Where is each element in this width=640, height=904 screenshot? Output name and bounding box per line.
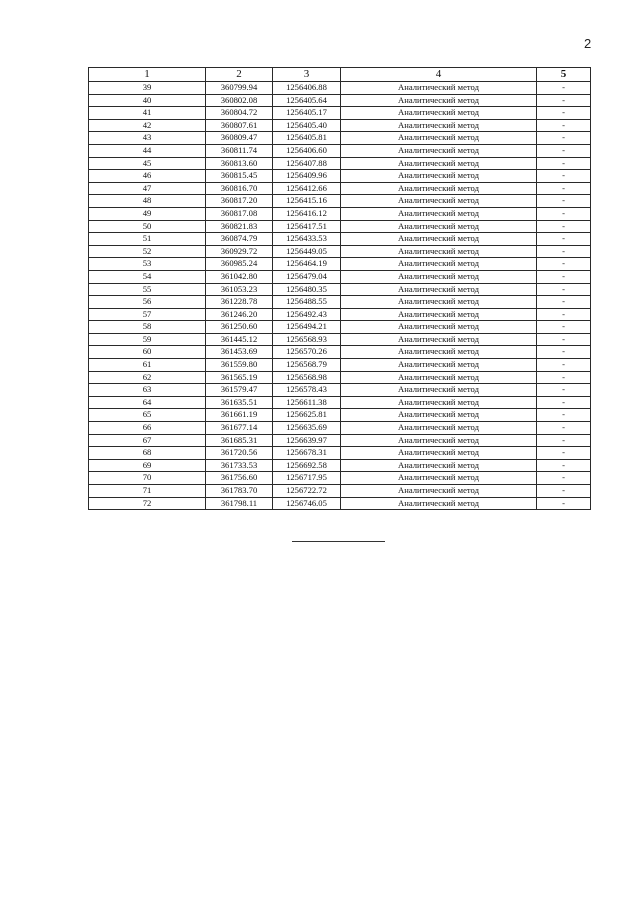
table-cell: 1256492.43: [273, 308, 341, 321]
table-cell: 69: [89, 459, 206, 472]
page-number: 2: [584, 36, 592, 51]
table-cell: Аналитический метод: [341, 459, 537, 472]
table-row: [89, 170, 591, 183]
table-cell: -: [537, 409, 591, 422]
table-cell: 1256480.35: [273, 283, 341, 296]
table-cell: -: [537, 447, 591, 460]
table-cell: 361246.20: [206, 308, 273, 321]
coordinates-table: [88, 67, 591, 510]
table-cell: 1256578.43: [273, 384, 341, 397]
table-cell: 40: [89, 94, 206, 107]
table-cell: -: [537, 422, 591, 435]
table-cell: 71: [89, 485, 206, 498]
table-cell: Аналитический метод: [341, 296, 537, 309]
table-cell: 64: [89, 396, 206, 409]
table-cell: Аналитический метод: [341, 207, 537, 220]
table-cell: -: [537, 157, 591, 170]
table-cell: 361685.31: [206, 434, 273, 447]
table-cell: Аналитический метод: [341, 384, 537, 397]
table-cell: Аналитический метод: [341, 233, 537, 246]
table-row: [89, 157, 591, 170]
table-row: [89, 195, 591, 208]
table-cell: Аналитический метод: [341, 409, 537, 422]
table-row: [89, 346, 591, 359]
table-cell: 361559.80: [206, 359, 273, 372]
table-cell: -: [537, 384, 591, 397]
table-cell: Аналитический метод: [341, 371, 537, 384]
table-cell: 361453.69: [206, 346, 273, 359]
table-row: [89, 182, 591, 195]
table-cell: 1256717.95: [273, 472, 341, 485]
table-cell: -: [537, 333, 591, 346]
table-cell: 58: [89, 321, 206, 334]
table-cell: -: [537, 434, 591, 447]
table-cell: 1256635.69: [273, 422, 341, 435]
table-cell: 54: [89, 270, 206, 283]
table-cell: 361720.56: [206, 447, 273, 460]
table-cell: -: [537, 107, 591, 120]
table-cell: -: [537, 233, 591, 246]
table-cell: 361250.60: [206, 321, 273, 334]
table-cell: -: [537, 359, 591, 372]
table-cell: -: [537, 308, 591, 321]
table-cell: Аналитический метод: [341, 283, 537, 296]
table-cell: 361565.19: [206, 371, 273, 384]
table-cell: Аналитический метод: [341, 308, 537, 321]
table-cell: -: [537, 346, 591, 359]
table-cell: Аналитический метод: [341, 447, 537, 460]
table-cell: Аналитический метод: [341, 346, 537, 359]
table-cell: 1256678.31: [273, 447, 341, 460]
table-row: [89, 233, 591, 246]
table-cell: 1256570.26: [273, 346, 341, 359]
table-cell: 360817.20: [206, 195, 273, 208]
table-cell: 1256416.12: [273, 207, 341, 220]
table-cell: -: [537, 207, 591, 220]
table-cell: 1256488.55: [273, 296, 341, 309]
table-row: [89, 384, 591, 397]
table-cell: 360799.94: [206, 82, 273, 95]
table-cell: 46: [89, 170, 206, 183]
table-cell: 360817.08: [206, 207, 273, 220]
table-row: [89, 270, 591, 283]
table-cell: Аналитический метод: [341, 82, 537, 95]
table-cell: 1256639.97: [273, 434, 341, 447]
table-row: [89, 144, 591, 157]
table-cell: 67: [89, 434, 206, 447]
table-cell: 361042.80: [206, 270, 273, 283]
table-cell: -: [537, 258, 591, 271]
table-cell: 1256405.40: [273, 119, 341, 132]
table-cell: 41: [89, 107, 206, 120]
table-cell: 62: [89, 371, 206, 384]
table-row: [89, 434, 591, 447]
table-cell: 360811.74: [206, 144, 273, 157]
table-cell: 45: [89, 157, 206, 170]
table-cell: 44: [89, 144, 206, 157]
table-cell: Аналитический метод: [341, 157, 537, 170]
table-cell: 1256407.88: [273, 157, 341, 170]
table-cell: 65: [89, 409, 206, 422]
table-cell: 1256568.93: [273, 333, 341, 346]
table-cell: 57: [89, 308, 206, 321]
table-cell: 48: [89, 195, 206, 208]
table-cell: Аналитический метод: [341, 220, 537, 233]
table-cell: 49: [89, 207, 206, 220]
table-cell: 39: [89, 82, 206, 95]
table-cell: 52: [89, 245, 206, 258]
table-cell: 361733.53: [206, 459, 273, 472]
table-cell: 361445.12: [206, 333, 273, 346]
table-cell: -: [537, 82, 591, 95]
table-cell: 1256464.19: [273, 258, 341, 271]
table-cell: 360813.60: [206, 157, 273, 170]
table-cell: -: [537, 497, 591, 510]
table-cell: 1256568.98: [273, 371, 341, 384]
table-row: [89, 447, 591, 460]
table-cell: 1256611.38: [273, 396, 341, 409]
table-cell: 1256568.79: [273, 359, 341, 372]
table-cell: -: [537, 182, 591, 195]
table-row: [89, 220, 591, 233]
table-cell: -: [537, 94, 591, 107]
table-cell: -: [537, 195, 591, 208]
table-row: [89, 132, 591, 145]
table-row: [89, 321, 591, 334]
table-cell: -: [537, 220, 591, 233]
table-row: [89, 497, 591, 510]
table-cell: 1256406.88: [273, 82, 341, 95]
table-cell: -: [537, 144, 591, 157]
table-cell: Аналитический метод: [341, 119, 537, 132]
table-cell: 1256417.51: [273, 220, 341, 233]
table-cell: 361579.47: [206, 384, 273, 397]
table-row: [89, 119, 591, 132]
table-cell: Аналитический метод: [341, 497, 537, 510]
table-cell: 361635.51: [206, 396, 273, 409]
table-cell: 1256494.21: [273, 321, 341, 334]
table-row: [89, 308, 591, 321]
table-cell: 68: [89, 447, 206, 460]
table-row: [89, 396, 591, 409]
table-cell: Аналитический метод: [341, 472, 537, 485]
table-cell: -: [537, 459, 591, 472]
table-cell: 361783.70: [206, 485, 273, 498]
table-cell: Аналитический метод: [341, 270, 537, 283]
header-cell: 3: [273, 68, 341, 82]
table-cell: -: [537, 283, 591, 296]
table-cell: 63: [89, 384, 206, 397]
table-cell: 360809.47: [206, 132, 273, 145]
table-row: [89, 371, 591, 384]
table-cell: 1256412.66: [273, 182, 341, 195]
table-row: [89, 82, 591, 95]
table-cell: 360807.61: [206, 119, 273, 132]
table-cell: Аналитический метод: [341, 422, 537, 435]
table-cell: 42: [89, 119, 206, 132]
table-row: [89, 359, 591, 372]
table-cell: 361228.78: [206, 296, 273, 309]
table-cell: -: [537, 472, 591, 485]
table-cell: 66: [89, 422, 206, 435]
table-cell: 61: [89, 359, 206, 372]
table-cell: 360821.83: [206, 220, 273, 233]
table-cell: 51: [89, 233, 206, 246]
table-cell: 1256692.58: [273, 459, 341, 472]
table-cell: 1256722.72: [273, 485, 341, 498]
table-cell: 361661.19: [206, 409, 273, 422]
table-cell: 55: [89, 283, 206, 296]
table-cell: 59: [89, 333, 206, 346]
table-cell: Аналитический метод: [341, 170, 537, 183]
table-row: [89, 245, 591, 258]
table-cell: Аналитический метод: [341, 434, 537, 447]
table-cell: 361798.11: [206, 497, 273, 510]
table-cell: -: [537, 371, 591, 384]
table-cell: 1256746.05: [273, 497, 341, 510]
table-cell: -: [537, 170, 591, 183]
table-header-row: [89, 68, 591, 82]
table-row: [89, 107, 591, 120]
header-cell: 5: [537, 68, 591, 82]
table-cell: Аналитический метод: [341, 182, 537, 195]
table-row: [89, 94, 591, 107]
table-cell: -: [537, 396, 591, 409]
header-cell: 2: [206, 68, 273, 82]
table-cell: 47: [89, 182, 206, 195]
table-cell: 360804.72: [206, 107, 273, 120]
table-row: [89, 409, 591, 422]
table-cell: 70: [89, 472, 206, 485]
table-row: [89, 459, 591, 472]
table-cell: Аналитический метод: [341, 94, 537, 107]
table-cell: Аналитический метод: [341, 359, 537, 372]
table-cell: 60: [89, 346, 206, 359]
table-cell: 56: [89, 296, 206, 309]
table-cell: 361677.14: [206, 422, 273, 435]
table-cell: 360815.45: [206, 170, 273, 183]
table-cell: 360874.79: [206, 233, 273, 246]
header-cell: 4: [341, 68, 537, 82]
table-cell: Аналитический метод: [341, 132, 537, 145]
table-row: [89, 283, 591, 296]
table-cell: 360929.72: [206, 245, 273, 258]
table-cell: 1256406.60: [273, 144, 341, 157]
table-cell: 1256449.05: [273, 245, 341, 258]
table-cell: Аналитический метод: [341, 258, 537, 271]
table-cell: Аналитический метод: [341, 107, 537, 120]
table-cell: 1256405.17: [273, 107, 341, 120]
table-row: [89, 472, 591, 485]
table-cell: 361053.23: [206, 283, 273, 296]
table-cell: 1256409.96: [273, 170, 341, 183]
table-cell: -: [537, 270, 591, 283]
table-cell: 360985.24: [206, 258, 273, 271]
table-cell: 1256625.81: [273, 409, 341, 422]
table-cell: Аналитический метод: [341, 245, 537, 258]
table-row: [89, 258, 591, 271]
table-cell: -: [537, 296, 591, 309]
table-cell: 1256405.81: [273, 132, 341, 145]
end-divider: [292, 541, 385, 542]
table-cell: 361756.60: [206, 472, 273, 485]
table-row: [89, 207, 591, 220]
table-cell: 72: [89, 497, 206, 510]
table-cell: 360802.08: [206, 94, 273, 107]
table-cell: 1256405.64: [273, 94, 341, 107]
table-cell: 53: [89, 258, 206, 271]
table-cell: Аналитический метод: [341, 333, 537, 346]
table-cell: 360816.70: [206, 182, 273, 195]
table-row: [89, 422, 591, 435]
header-cell: 1: [89, 68, 206, 82]
table-row: [89, 485, 591, 498]
table-cell: Аналитический метод: [341, 321, 537, 334]
table-row: [89, 333, 591, 346]
table-body: [89, 82, 591, 510]
table-row: [89, 296, 591, 309]
table-cell: 1256479.04: [273, 270, 341, 283]
table-cell: 43: [89, 132, 206, 145]
table-cell: 1256415.16: [273, 195, 341, 208]
table-cell: 1256433.53: [273, 233, 341, 246]
table-cell: -: [537, 132, 591, 145]
table-cell: Аналитический метод: [341, 396, 537, 409]
table-cell: -: [537, 485, 591, 498]
table-cell: Аналитический метод: [341, 195, 537, 208]
table-cell: -: [537, 245, 591, 258]
table-cell: 50: [89, 220, 206, 233]
table-cell: -: [537, 119, 591, 132]
table-cell: Аналитический метод: [341, 144, 537, 157]
table-cell: Аналитический метод: [341, 485, 537, 498]
table-cell: -: [537, 321, 591, 334]
